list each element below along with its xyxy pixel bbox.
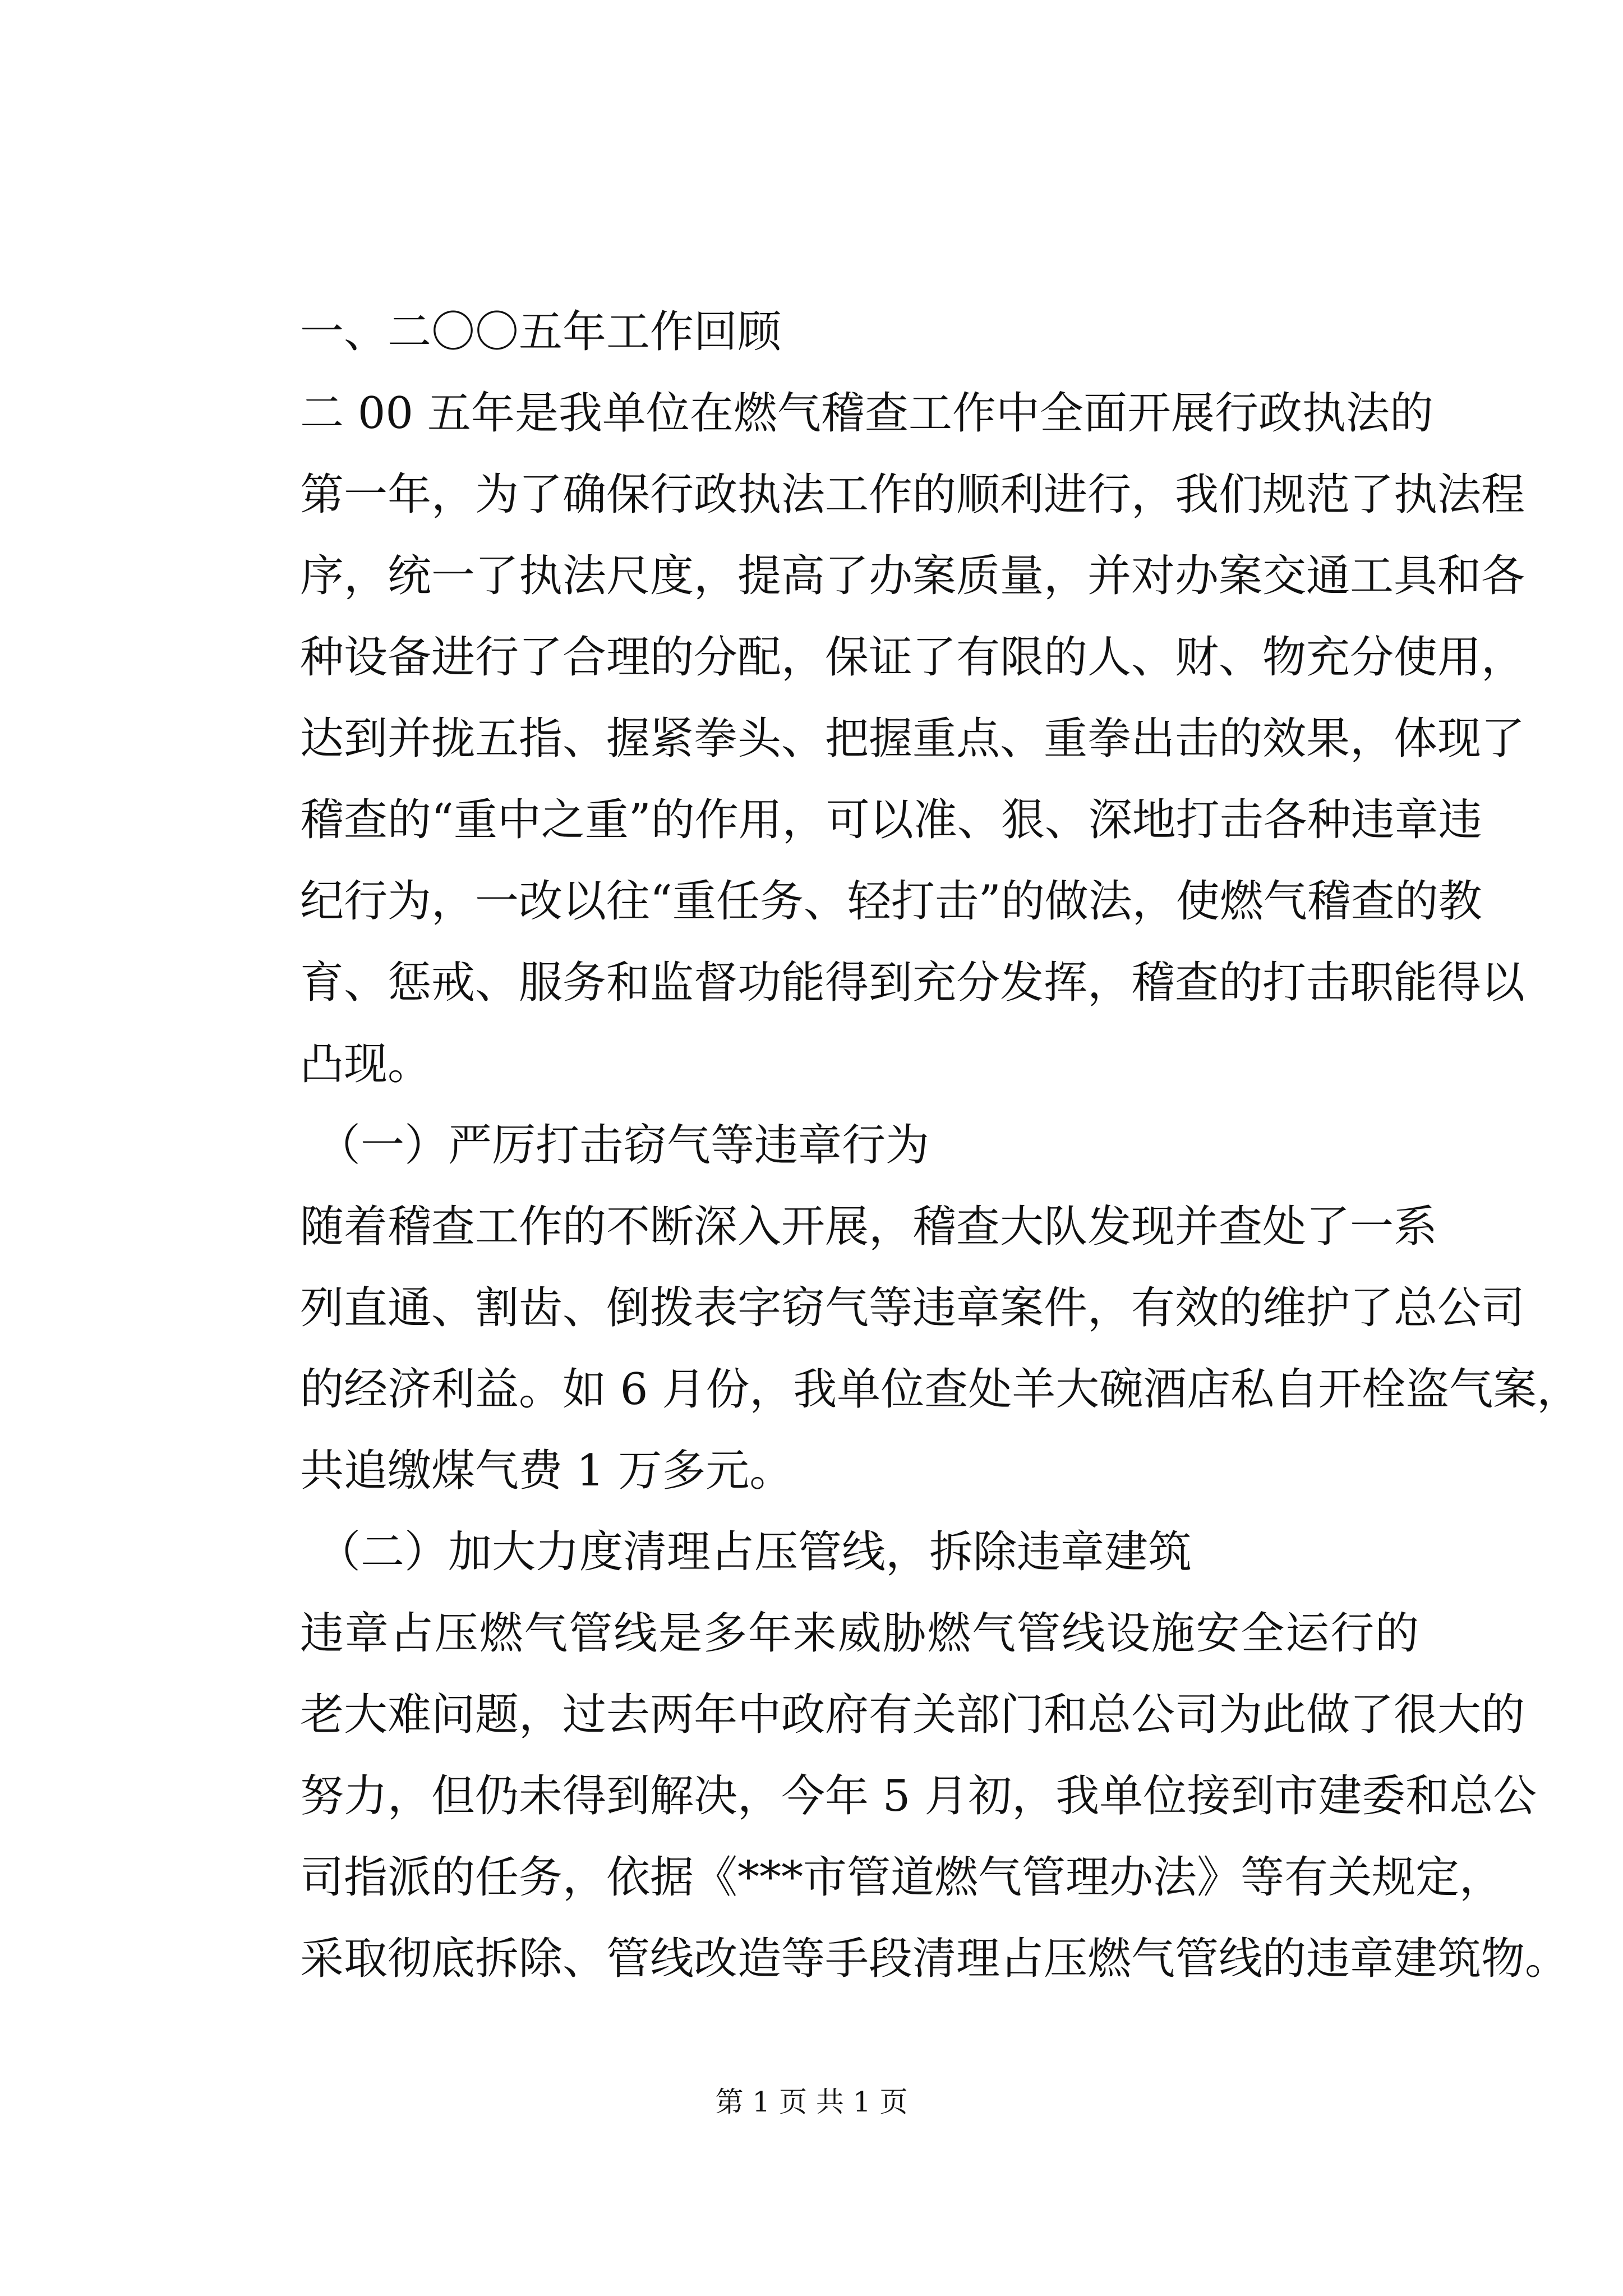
paragraph-line: 的经济利益。如 6 月份，我单位查处羊大碗酒店私自开栓盗气案， <box>300 1364 1581 1415</box>
paragraph-line: 种设备进行了合理的分配，保证了有限的人、财、物充分使用， <box>300 632 1525 683</box>
subsection-title: （二）加大力度清理占压管线，拆除违章建筑 <box>317 1527 1192 1577</box>
paragraph-line: 凸现。 <box>300 1039 432 1089</box>
paragraph-line: 共追缴煤气费 1 万多元。 <box>300 1446 794 1496</box>
paragraph-line: 列直通、割齿、倒拨表字窃气等违章案件，有效的维护了总公司 <box>300 1283 1525 1333</box>
paragraph-line: 老大难问题，过去两年中政府有关部门和总公司为此做了很大的 <box>300 1690 1525 1740</box>
paragraph-line: 达到并拢五指、握紧拳头、把握重点、重拳出击的效果，体现了 <box>300 714 1525 764</box>
paragraph-line: 违章占压燃气管线是多年来威胁燃气管线设施安全运行的 <box>300 1608 1419 1659</box>
section-title: 一、二〇〇五年工作回顾 <box>300 307 782 357</box>
paragraph-line: 第一年，为了确保行政执法工作的顺利进行，我们规范了执法程 <box>300 470 1525 520</box>
paragraph-line: 序，统一了执法尺度，提高了办案质量，并对办案交通工具和各 <box>300 551 1525 601</box>
page-footer: 第 1 页 共 1 页 <box>715 2086 908 2118</box>
document-body <box>300 292 1581 2000</box>
paragraph-line: 稽查的“重中之重”的作用，可以准、狠、深地打击各种违章违 <box>300 795 1482 845</box>
paragraph-line: 努力，但仍未得到解决，今年 5 月初，我单位接到市建委和总公 <box>300 1771 1537 1821</box>
paragraph-line: 纪行为，一改以往“重任务、轻打击”的做法，使燃气稽查的教 <box>300 876 1482 927</box>
paragraph-line: 司指派的任务，依据《***市管道燃气管理办法》等有关规定， <box>300 1852 1504 1903</box>
subsection-title: （一）严厉打击窃气等违章行为 <box>317 1120 930 1171</box>
paragraph-line: 随着稽查工作的不断深入开展，稽查大队发现并查处了一系 <box>300 1202 1438 1252</box>
paragraph-line: 二 00 五年是我单位在燃气稽查工作中全面开展行政执法的 <box>300 388 1433 439</box>
paragraph-line: 采取彻底拆除、管线改造等手段清理占压燃气管线的违章建筑物。 <box>300 1934 1569 1984</box>
paragraph-line: 育、惩戒、服务和监督功能得到充分发挥，稽查的打击职能得以 <box>300 958 1525 1008</box>
